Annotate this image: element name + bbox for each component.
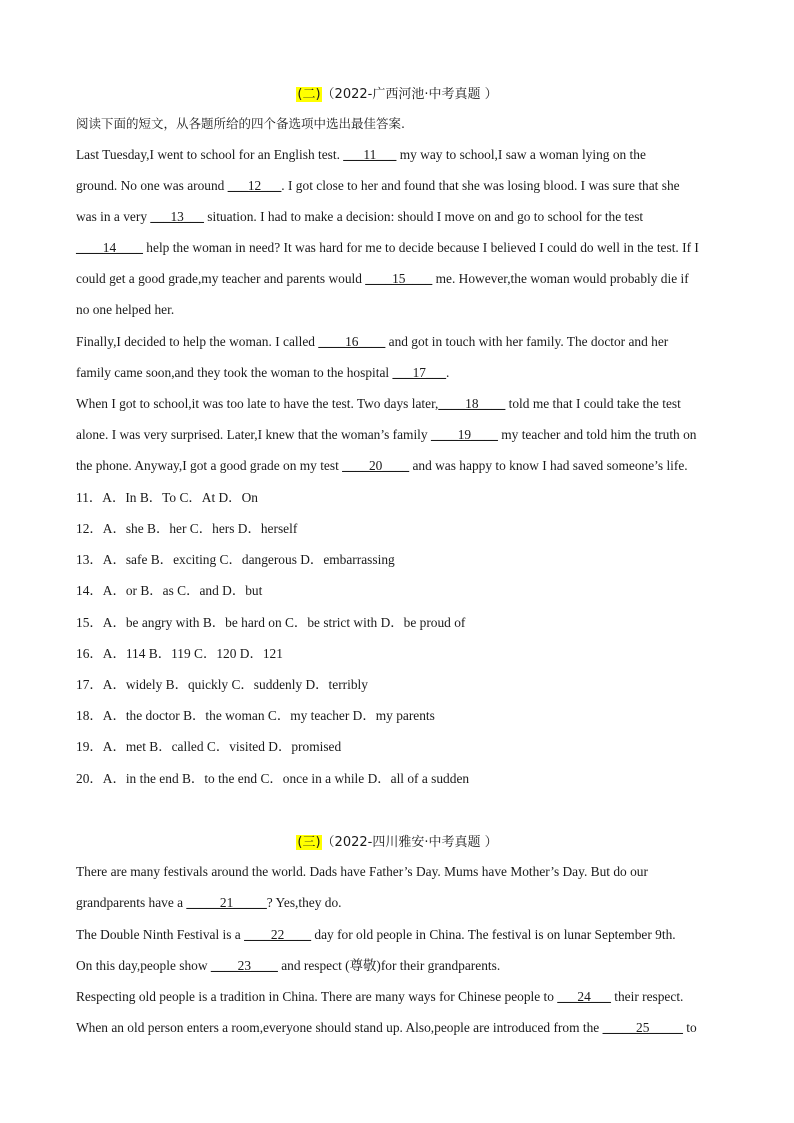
blank-22[interactable]: ____22____	[244, 927, 312, 942]
option-row-20: 20．A．in the end B．to the end C．once in a while D．all of a sudden	[76, 771, 470, 786]
passage-line: Respecting old people is a tradition in China. There are many ways for Chinese people to ___24___ their respect.	[76, 989, 684, 1004]
passage-line: When an old person enters a room,everyone should stand up. Also,people are introduced from the _____25_____ to	[76, 1020, 697, 1035]
passage-line: There are many festivals around the world. Dads have Father’s Day. Mums have Mother’s Day. But do our	[76, 864, 648, 879]
option-row-14: 14．A．or B．as C．and D．but	[76, 583, 263, 598]
passage-line: When I got to school,it was too late to have the test. Two days later,____18____ told me that I could take the test	[76, 396, 681, 411]
passage-line: ground. No one was around ___12___. I got close to her and found that she was losing blood. I was sure that she	[76, 178, 680, 193]
option-row-16: 16．A．114 B．119 C．120 D．121	[76, 646, 283, 661]
passage-line: grandparents have a _____21_____? Yes,they do.	[76, 895, 342, 910]
section-2-source: （2022-四川雅安·中考真题 ）	[321, 835, 498, 850]
blank-12[interactable]: ___12___	[227, 178, 282, 193]
section-1-instruction: 阅读下面的短文，从各题所给的四个备选项中选出最佳答案.	[76, 116, 405, 131]
blank-17[interactable]: ___17___	[392, 365, 447, 380]
blank-20[interactable]: ____20____	[342, 458, 410, 473]
passage-line: alone. I was very surprised. Later,I knew that the woman’s family ____19____ my teacher and told him the truth on	[76, 427, 697, 442]
passage-line: On this day,people show ____23____ and respect (尊敬)for their grandparents.	[76, 958, 501, 973]
blank-23[interactable]: ____23____	[210, 958, 278, 973]
passage-line: The Double Ninth Festival is a ____22____ day for old people in China. The festival is on lunar September 9th.	[76, 927, 676, 942]
passage-line: was in a very ___13___ situation. I had to make a decision: should I move on and go to school for the test	[76, 209, 644, 224]
passage-line: ____14____ help the woman in need? It was hard for me to decide because I believed I could do well in the test. If I	[76, 240, 699, 255]
passage-line: the phone. Anyway,I got a good grade on my test ____20____ and was happy to know I had saved someone’s life.	[76, 458, 688, 473]
blank-18[interactable]: ____18____	[438, 396, 506, 411]
passage-line: Last Tuesday,I went to school for an English test. ___11___ my way to school,I saw a woman lying on the	[76, 147, 646, 162]
option-row-15: 15．A．be angry with B．be hard on C．be strict with D．be proud of	[76, 615, 466, 630]
section-1-source: （2022-广西河池·中考真题 ）	[321, 87, 498, 102]
section-1-badge: (二)	[297, 87, 321, 102]
blank-14[interactable]: ____14____	[76, 240, 143, 255]
option-row-11: 11．A．In B．To C．At D．On	[76, 490, 258, 505]
passage-line: could get a good grade,my teacher and parents would ____15____ me. However,the woman would probably die if	[76, 271, 689, 286]
blank-21[interactable]: _____21_____	[186, 895, 267, 910]
blank-16[interactable]: ____16____	[318, 334, 386, 349]
option-row-17: 17．A．widely B．quickly C．suddenly D．terribly	[76, 677, 368, 692]
option-row-13: 13．A．safe B．exciting C．dangerous D．embarrassing	[76, 552, 395, 567]
blank-25[interactable]: _____25_____	[602, 1020, 683, 1035]
blank-15[interactable]: ____15____	[365, 271, 433, 286]
option-row-12: 12．A．she B．her C．hers D．herself	[76, 521, 298, 536]
blank-11[interactable]: ___11___	[343, 147, 397, 162]
blank-24[interactable]: ___24___	[557, 989, 611, 1004]
passage-line: Finally,I decided to help the woman. I called ____16____ and got in touch with her family. The doctor and her	[76, 334, 669, 349]
blank-19[interactable]: ____19____	[430, 427, 498, 442]
blank-13[interactable]: ___13___	[150, 209, 204, 224]
section-2-badge: (三)	[297, 835, 321, 850]
passage-line: no one helped her.	[76, 302, 175, 317]
option-row-19: 19．A．met B．called C．visited D．promised	[76, 739, 342, 754]
section-1-heading	[0, 83, 794, 102]
section-2-heading	[0, 831, 794, 850]
passage-line: family came soon,and they took the woman to the hospital ___17___.	[76, 365, 450, 380]
option-row-18: 18．A．the doctor B．the woman C．my teacher D．my parents	[76, 708, 435, 723]
